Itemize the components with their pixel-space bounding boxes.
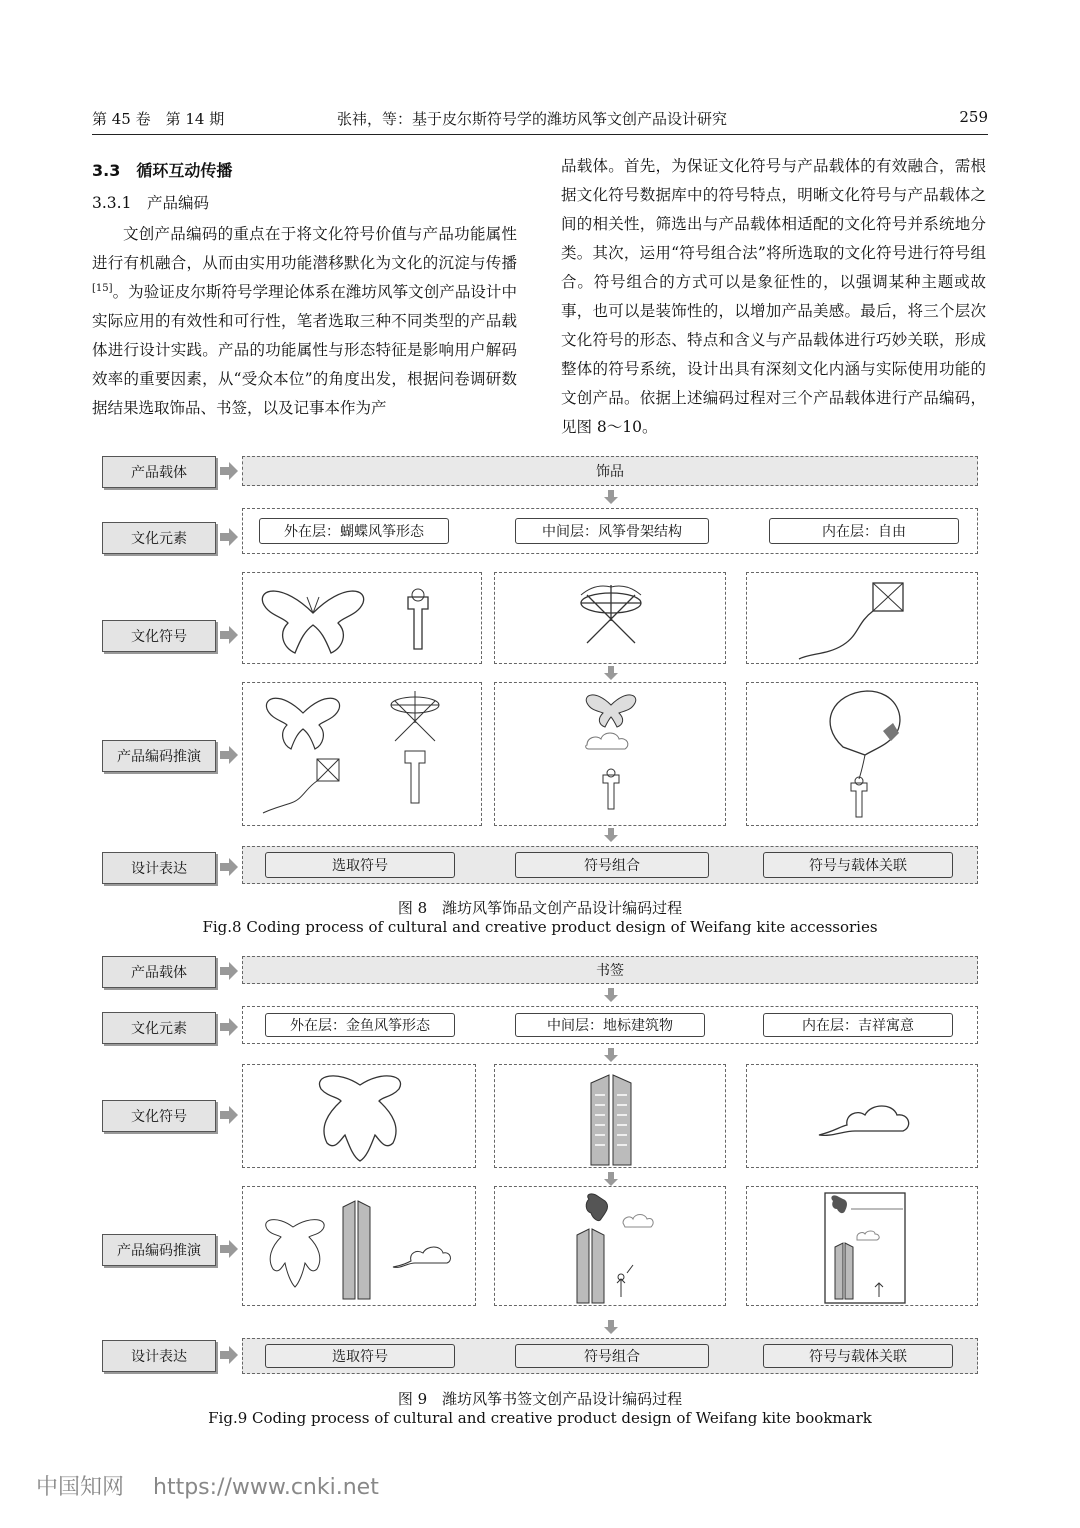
- combined-bookmark-icon: [495, 1187, 727, 1307]
- deduction-select-box: [242, 682, 482, 826]
- label-cultural-symbols: 文化符号: [102, 620, 216, 652]
- running-title: 张祎，等：基于皮尔斯符号学的潍坊风筝文创产品设计研究: [337, 110, 728, 128]
- paragraph-text: 。为验证皮尔斯符号学理论体系在潍坊风筝文创产品设计中实际应用的有效性和可行性，笔者选取三种不同类型的产品载体进行设计实践。产品的功能属性与形态特征是影响用户解码效率的重要因素，从“受众本位”的角度出发，根据问卷调研数据结果选取饰品、书签，以及记事本作为产: [92, 283, 517, 417]
- expression-box: [242, 846, 978, 884]
- carrier-box: [242, 456, 978, 486]
- step-combine-symbols: 符号组合: [515, 1344, 709, 1368]
- section-heading: 3.3 循环互动传播: [92, 161, 233, 180]
- label-cultural-elements: 文化元素: [102, 522, 216, 554]
- cnki-watermark: [36, 1470, 379, 1501]
- label-coding-deduction: 产品编码推演: [102, 740, 216, 772]
- cnki-url[interactable]: https://www.cnki.net: [153, 1475, 379, 1500]
- fan-pendant-icon: [747, 683, 979, 827]
- symbol-butterfly-box: [242, 572, 482, 664]
- down-arrow-icon: [604, 988, 618, 1002]
- body-paragraph: 品载体。首先，为保证文化符号与产品载体的有效融合，需根据文化符号数据库中的符号特点，明晰文化符号与产品载体之间的相关性，筛选出与产品载体相适配的文化符号并系统地分类。其次，运用“符号组合法”将所选取的文化符号进行符号组合。符号组合的方式可以是象征性的，以强调某种主题或故事，也可以是装饰性的，以增加产品美感。最后，将三个层次文化符号的形态、特点和含义与产品载体进行巧妙关联，形成整体的符号系统，设计出具有深刻文化内涵与实际使用功能的文创产品。依据上述编码过程对三个产品载体进行产品编码，见图 8～10。: [561, 157, 986, 436]
- body-paragraph: [92, 220, 517, 423]
- deduction-carrier-box: [746, 682, 978, 826]
- subsection-heading: 3.3.1 产品编码: [92, 194, 209, 212]
- label-coding-deduction: 产品编码推演: [102, 1234, 216, 1266]
- right-arrow-icon: [220, 1346, 238, 1364]
- label-design-expression: 设计表达: [102, 852, 216, 884]
- deduction-select-box: [242, 1186, 476, 1306]
- down-arrow-icon: [604, 666, 618, 680]
- right-arrow-icon: [220, 962, 238, 980]
- citation-ref[interactable]: [15]: [92, 282, 113, 294]
- symbol-auspicious-box: [746, 1064, 978, 1168]
- kite-string-icon: [747, 573, 979, 665]
- label-product-carrier: 产品载体: [102, 456, 216, 488]
- carrier-box: [242, 956, 978, 984]
- down-arrow-icon: [604, 490, 618, 504]
- bookmark-card-icon: [747, 1187, 979, 1307]
- step-select-symbols: 选取符号: [265, 852, 455, 878]
- goldfish-kite-icon: [243, 1065, 477, 1169]
- layer-inner: 内在层：吉祥寓意: [763, 1013, 953, 1037]
- selected-symbols-icon: [243, 1187, 477, 1307]
- auspicious-cloud-icon: [747, 1065, 979, 1169]
- right-arrow-icon: [220, 462, 238, 480]
- step-combine-symbols: 符号组合: [515, 852, 709, 878]
- left-column: [92, 152, 517, 423]
- expression-box: [242, 1338, 978, 1374]
- symbol-goldfish-box: [242, 1064, 476, 1168]
- label-cultural-elements: 文化元素: [102, 1012, 216, 1044]
- figure-8: [100, 452, 980, 892]
- layer-outer: 外在层：金鱼风筝形态: [265, 1013, 455, 1037]
- layer-middle: 中间层：风筝骨架结构: [515, 518, 709, 544]
- label-product-carrier: 产品载体: [102, 956, 216, 988]
- elements-box: [242, 1006, 978, 1044]
- carrier-value: 书签: [596, 963, 624, 979]
- step-select-symbols: 选取符号: [265, 1344, 455, 1368]
- deduction-carrier-box: [746, 1186, 978, 1306]
- down-arrow-icon: [604, 1048, 618, 1062]
- label-design-expression: 设计表达: [102, 1340, 216, 1372]
- butterfly-kite-icon: [243, 573, 483, 665]
- figure-9: [100, 952, 980, 1382]
- step-associate-carrier: 符号与载体关联: [763, 852, 953, 878]
- landmark-towers-icon: [495, 1065, 727, 1169]
- combined-pendant-icon: [495, 683, 727, 827]
- cnki-logo-text: 中国知网: [36, 1475, 125, 1500]
- elements-box: [242, 508, 978, 554]
- layer-inner: 内在层：自由: [769, 518, 959, 544]
- running-header: [92, 104, 988, 135]
- symbol-landmark-box: [494, 1064, 726, 1168]
- paragraph-text: 文创产品编码的重点在于将文化符号价值与产品功能属性进行有机融合，从而由实用功能潜移默化为文化的沉淀与传播: [92, 225, 517, 272]
- layer-middle: 中间层：地标建筑物: [515, 1013, 705, 1037]
- symbol-freedom-box: [746, 572, 978, 664]
- right-arrow-icon: [220, 626, 238, 644]
- fig9-caption-en: Fig.9 Coding process of cultural and creative product design of Weifang kite bookmark: [208, 1409, 872, 1427]
- carrier-value: 饰品: [596, 464, 624, 480]
- step-associate-carrier: 符号与载体关联: [763, 1344, 953, 1368]
- deduction-combine-box: [494, 1186, 726, 1306]
- label-cultural-symbols: 文化符号: [102, 1100, 216, 1132]
- symbol-frame-box: [494, 572, 726, 664]
- down-arrow-icon: [604, 828, 618, 842]
- kite-frame-icon: [495, 573, 727, 665]
- right-column: [561, 152, 986, 442]
- fig8-caption-en: Fig.8 Coding process of cultural and creative product design of Weifang kite accessories: [202, 918, 878, 936]
- page-number: 259: [959, 108, 988, 126]
- right-arrow-icon: [220, 746, 238, 764]
- fig9-caption-cn: 图 9 潍坊风筝书签文创产品设计编码过程: [397, 1390, 683, 1408]
- selected-symbols-icon: [243, 683, 483, 827]
- down-arrow-icon: [604, 1320, 618, 1334]
- right-arrow-icon: [220, 528, 238, 546]
- journal-volume: 第 45 卷 第 14 期: [92, 110, 225, 128]
- right-arrow-icon: [220, 1018, 238, 1036]
- layer-outer: 外在层：蝴蝶风筝形态: [259, 518, 449, 544]
- right-arrow-icon: [220, 858, 238, 876]
- right-arrow-icon: [220, 1240, 238, 1258]
- fig8-caption-cn: 图 8 潍坊风筝饰品文创产品设计编码过程: [397, 899, 683, 917]
- right-arrow-icon: [220, 1106, 238, 1124]
- deduction-combine-box: [494, 682, 726, 826]
